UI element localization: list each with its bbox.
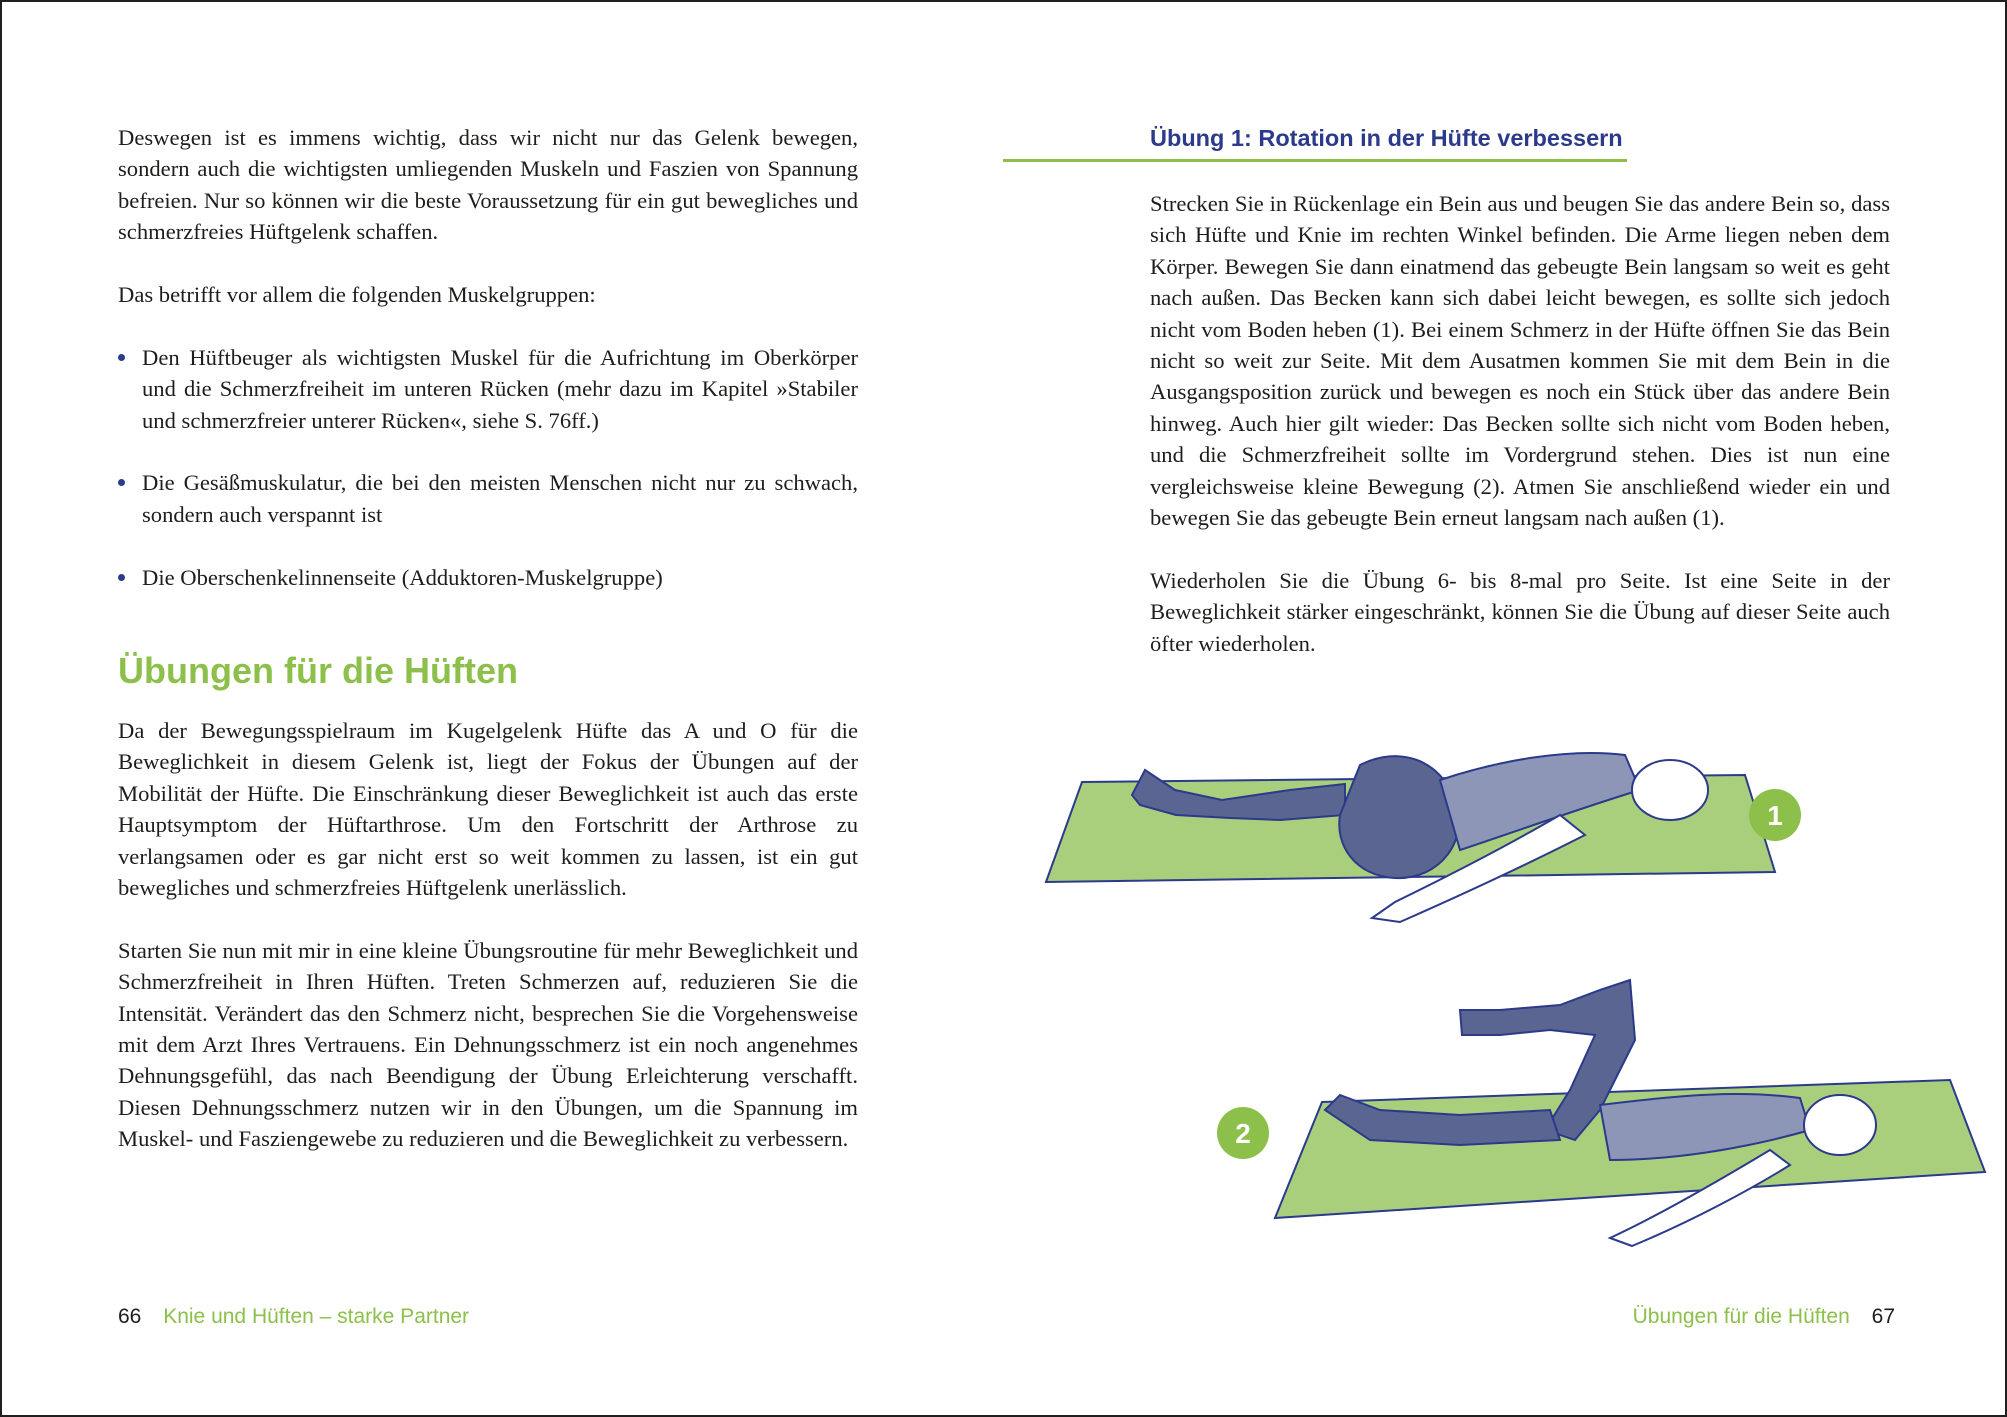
leg-bent-1 xyxy=(1339,756,1459,878)
figure-badge-2-label: 2 xyxy=(1235,1118,1251,1149)
section-paragraph-2: Starten Sie nun mit mir in eine kleine Übungsroutine für mehr Beweglichkeit und Schmerzfreiheit in Ihren Hüften. Treten Schmerzen auf, reduzieren Sie die Intensität. Verändert das den Schmerz nicht, besprechen Sie die Vorgehensweise mit dem Arzt Ihres Vertrauens. Ein Dehnungsschmerz ist ein noch angenehmes Dehnungsgefühl, das nach Beendigung der Übung Erleichterung verschafft. Diesen Dehnungsschmerz nutzen wir in den Übungen, um die Spannung im Muskel- und Fasziengewebe zu reduzieren und die Beweglichkeit zu verbessern. xyxy=(118,937,858,1152)
exercise-title: Übung 1: Rotation in der Hüfte verbessern xyxy=(1150,125,1623,151)
muscle-groups-lead: Das betrifft vor allem die folgenden Muskelgruppen: xyxy=(118,282,596,308)
page-number-left: 66 xyxy=(118,1305,142,1328)
running-footer-right: Übungen für die Hüften xyxy=(1632,1305,1850,1328)
right-footer xyxy=(1633,1305,1895,1329)
head-2 xyxy=(1804,1095,1876,1155)
figure-2-illustration xyxy=(1217,980,1985,1246)
list-item-text: Die Oberschenkelinnenseite (Adduktoren-Muskelgruppe) xyxy=(142,564,663,590)
list-item-text: Die Gesäßmuskulatur, die bei den meisten Menschen nicht nur zu schwach, sondern auch verspannt ist xyxy=(142,470,858,527)
page-number-right: 67 xyxy=(1871,1305,1895,1328)
figure-badge-1-label: 1 xyxy=(1767,800,1783,831)
head-1 xyxy=(1632,760,1708,820)
section-paragraph-1: Da der Bewegungsspielraum im Kugelgelenk Hüfte das A und O für die Beweglichkeit in diesem Gelenk ist, liegt der Fokus der Übungen auf der Mobilität der Hüfte. Die Einschränkung dieser Beweglichkeit ist auch das erste Hauptsymptom der Hüftarthrose. Um den Fortschritt der Arthrose zu verlangsamen oder es gar nicht erst so weit kommen zu lassen, ist ein gut bewegliches und schmerzfreies Hüftgelenk unerlässlich. xyxy=(118,718,858,901)
figure-1-illustration xyxy=(1046,753,1801,922)
exercise-paragraph-1: Strecken Sie in Rückenlage ein Bein aus und beugen Sie das andere Bein so, dass sich Hüfte und Knie im rechten Winkel befinden. Die Arme liegen neben dem Körper. Bewegen Sie dann einatmend das gebeugte Bein langsam so weit es geht nach außen. Das Becken kann sich dabei leicht bewegen, es sollte sich jedoch nicht vom Boden heben (1). Bei einem Schmerz in der Hüfte öffnen Sie das Bein nicht so weit zur Seite. Mit dem Ausatmen kommen Sie mit dem Bein in die Ausgangsposition zurück und bewegen es noch ein Stück über das andere Bein hinweg. Auch hier gilt wieder: Das Becken sollte sich nicht vom Boden heben, und die Schmerzfreiheit sollte im Vordergrund stehen. Dies ist nun eine vergleichsweise kleine Bewegung (2). Atmen Sie anschließend wieder ein und bewegen Sie das gebeugte Bein erneut langsam nach außen (1). xyxy=(1150,191,1890,531)
intro-paragraph: Deswegen ist es immens wichtig, dass wir nicht nur das Gelenk bewegen, sondern auch die wichtigsten umliegenden Muskeln und Faszien von Spannung befreien. Nur so können wir die beste Voraussetzung für ein gut bewegliches und schmerzfreies Hüftgelenk schaffen. xyxy=(118,125,858,245)
running-footer-left: Knie und Hüften – starke Partner xyxy=(163,1305,470,1328)
list-item-text: Den Hüftbeuger als wichtigsten Muskel für die Aufrichtung im Oberkörper und die Schmerzfreiheit im unteren Rücken (mehr dazu im Kapitel »Stabiler und schmerzfreier unterer Rücken«, siehe S. 76ff.) xyxy=(142,344,858,433)
section-heading: Übungen für die Hüften xyxy=(118,650,518,692)
exercise-paragraph-2: Wiederholen Sie die Übung 6- bis 8-mal pro Seite. Ist eine Seite in der Beweglichkeit stärker eingeschränkt, können Sie die Übung auf dieser Seite auch öfter wiederholen. xyxy=(1150,567,1890,656)
